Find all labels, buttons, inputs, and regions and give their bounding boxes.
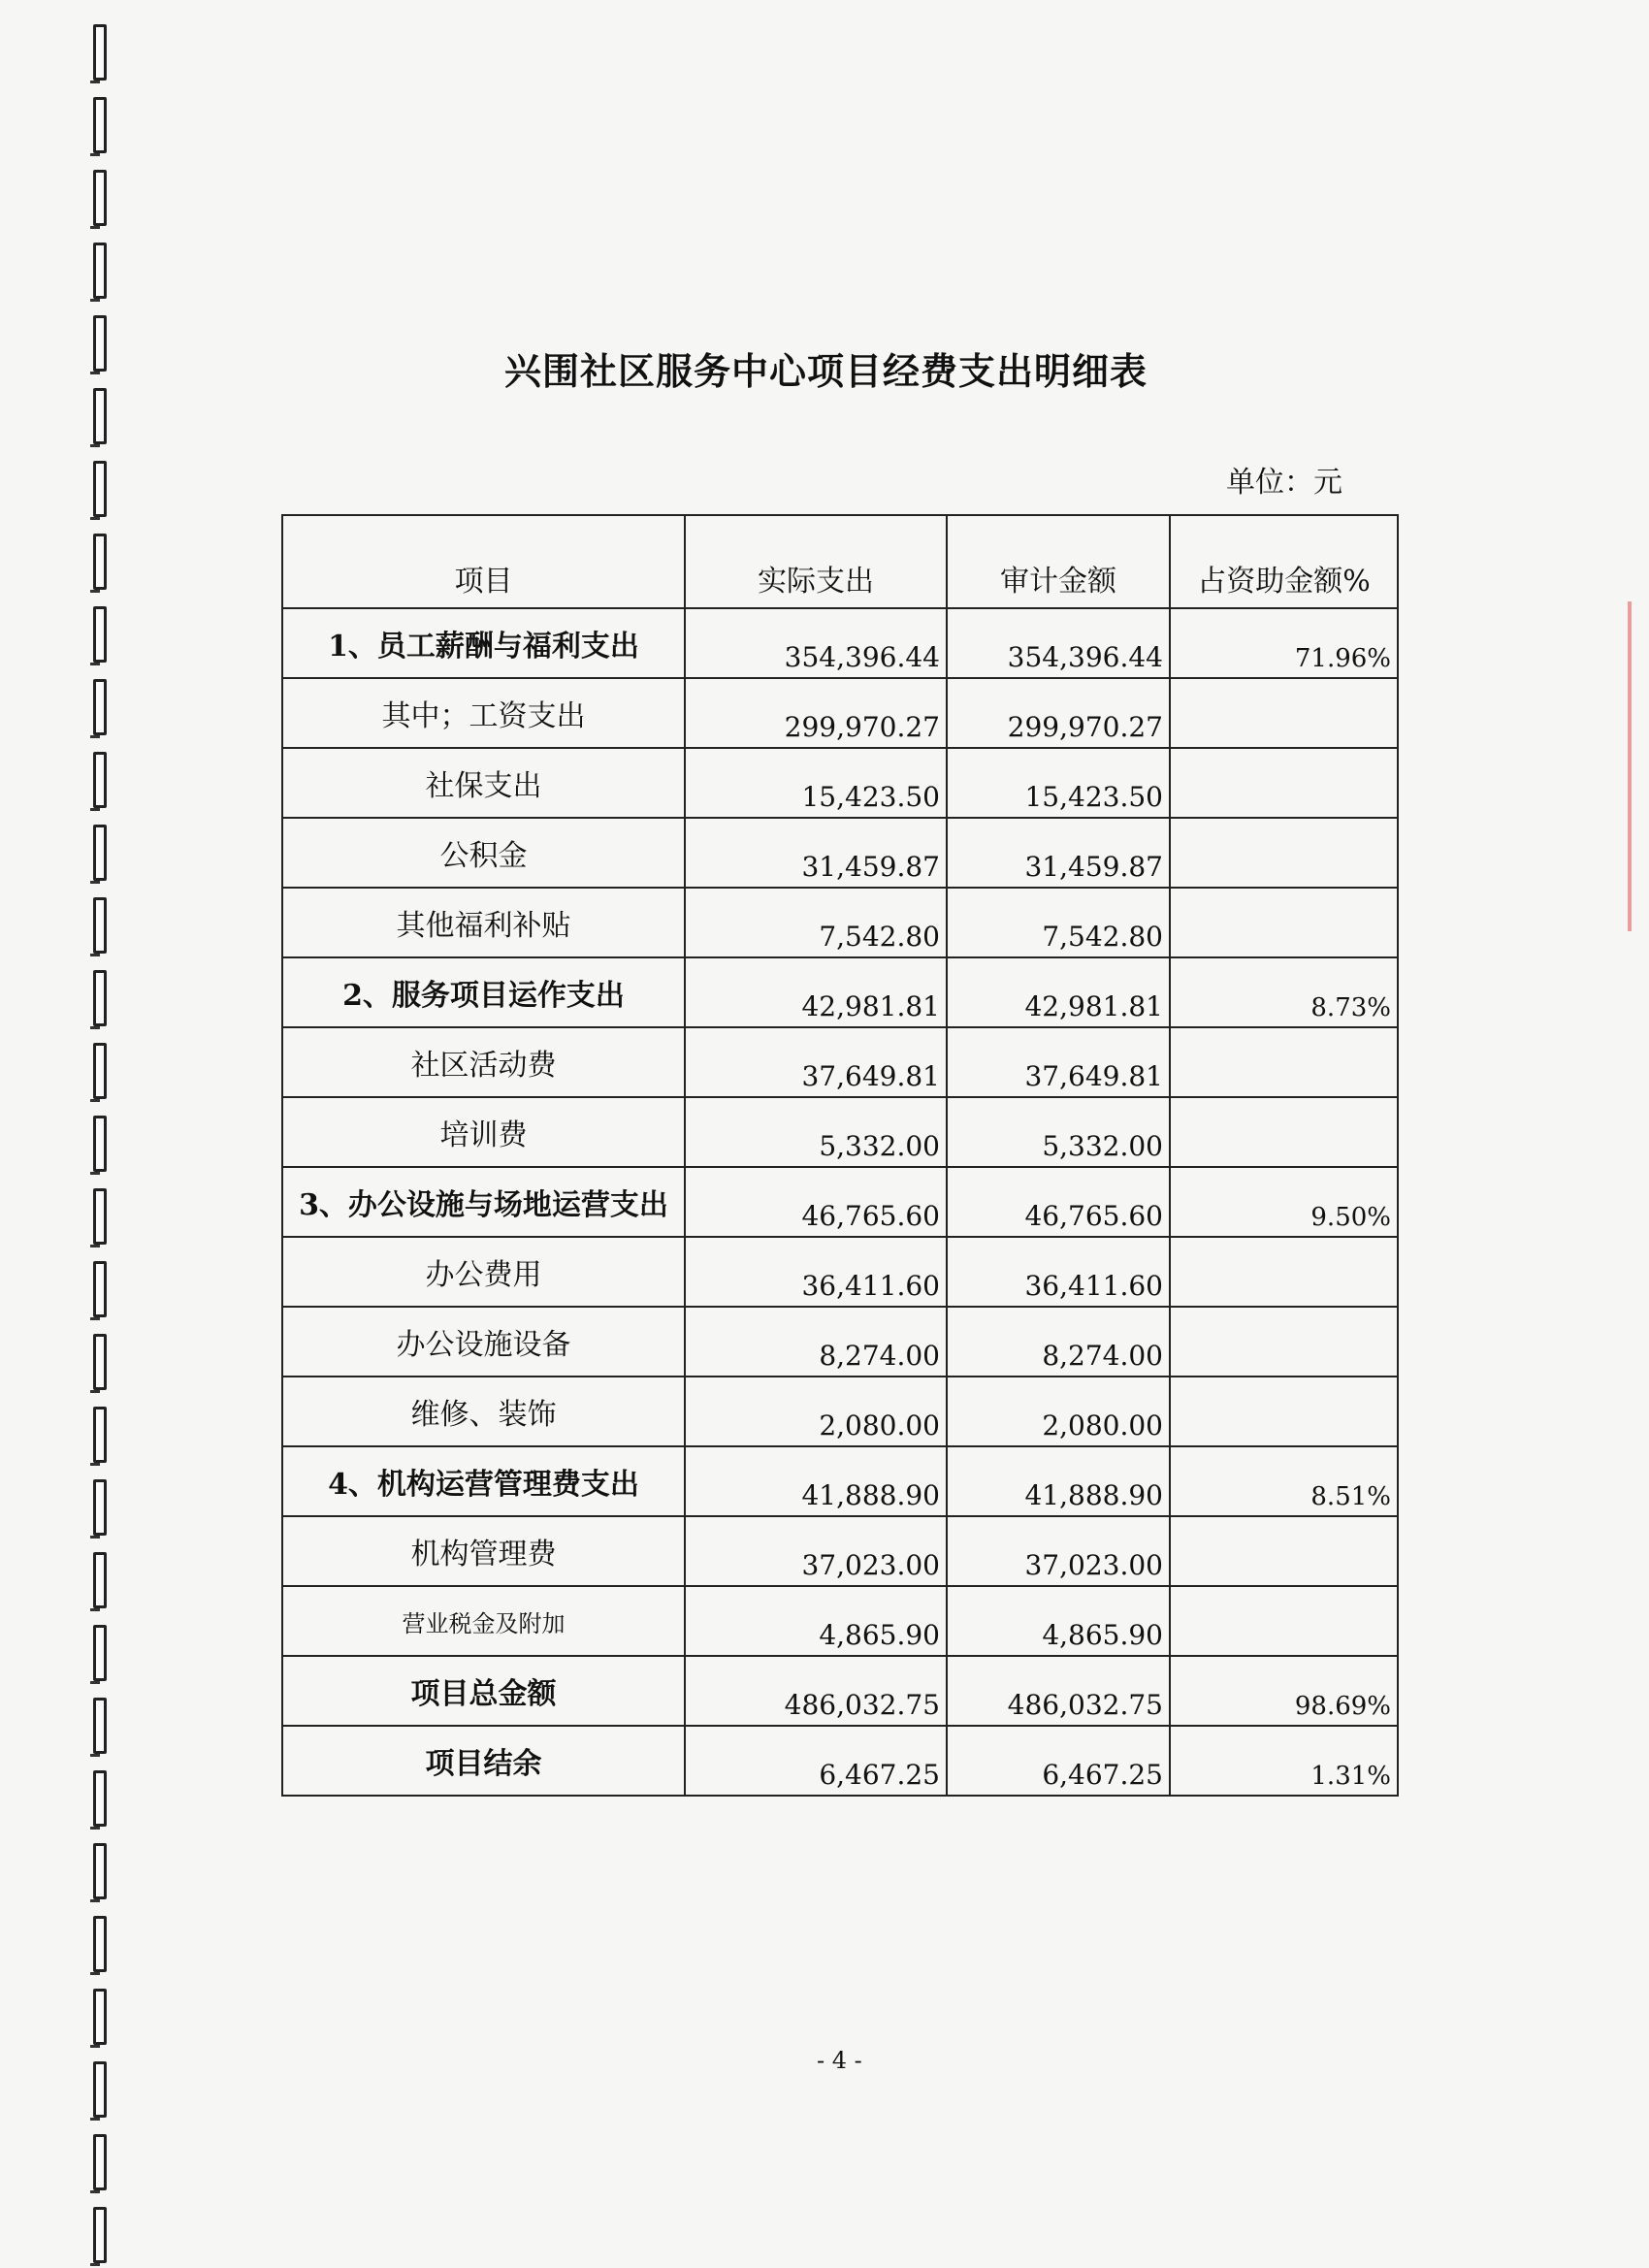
cell-item: 维修、装饰 — [282, 1377, 685, 1446]
cell-percent: 71.96% — [1170, 608, 1398, 678]
cell-actual: 37,649.81 — [685, 1027, 947, 1097]
binding-hole — [93, 970, 107, 1026]
cell-percent — [1170, 888, 1398, 957]
cell-item: 机构管理费 — [282, 1516, 685, 1586]
cell-actual: 8,274.00 — [685, 1307, 947, 1377]
cell-percent: 8.73% — [1170, 957, 1398, 1027]
binding-hole — [93, 1989, 107, 2045]
cell-item: 其他福利补贴 — [282, 888, 685, 957]
cell-audit: 37,023.00 — [947, 1516, 1170, 1586]
cell-percent — [1170, 1027, 1398, 1097]
table-header-row — [282, 515, 1398, 608]
binding-hole — [93, 1843, 107, 1899]
table-row — [282, 957, 1398, 1027]
binding-hole — [93, 825, 107, 881]
cell-item: 项目结余 — [282, 1726, 685, 1796]
binding-hole — [93, 1625, 107, 1681]
cell-audit: 42,981.81 — [947, 957, 1170, 1027]
cell-percent — [1170, 1586, 1398, 1656]
binding-hole — [93, 315, 107, 372]
cell-audit: 2,080.00 — [947, 1377, 1170, 1446]
binding-hole — [93, 1479, 107, 1536]
binding-hole — [93, 1407, 107, 1463]
page-number: - 4 - — [817, 2047, 862, 2074]
cell-item: 项目总金额 — [282, 1656, 685, 1726]
cell-item: 社区活动费 — [282, 1027, 685, 1097]
cell-audit: 31,459.87 — [947, 818, 1170, 888]
column-header-item: 项目 — [282, 515, 685, 608]
column-header-actual: 实际支出 — [685, 515, 947, 608]
binding-hole — [93, 752, 107, 808]
cell-audit: 36,411.60 — [947, 1237, 1170, 1307]
cell-audit: 7,542.80 — [947, 888, 1170, 957]
table-row — [282, 888, 1398, 957]
binding-hole — [93, 679, 107, 735]
cell-actual: 42,981.81 — [685, 957, 947, 1027]
cell-percent — [1170, 1307, 1398, 1377]
binding-hole — [93, 897, 107, 954]
cell-item: 其中；工资支出 — [282, 678, 685, 748]
cell-actual: 299,970.27 — [685, 678, 947, 748]
cell-audit: 4,865.90 — [947, 1586, 1170, 1656]
binding-hole — [93, 1261, 107, 1317]
cell-audit: 6,467.25 — [947, 1726, 1170, 1796]
cell-audit: 41,888.90 — [947, 1446, 1170, 1516]
cell-percent — [1170, 748, 1398, 818]
cell-actual: 15,423.50 — [685, 748, 947, 818]
binding-hole — [93, 1916, 107, 1972]
cell-audit: 15,423.50 — [947, 748, 1170, 818]
cell-item: 3、办公设施与场地运营支出 — [282, 1167, 685, 1237]
table-row — [282, 1446, 1398, 1516]
expense-table — [281, 514, 1399, 1797]
cell-audit: 5,332.00 — [947, 1097, 1170, 1167]
cell-actual: 41,888.90 — [685, 1446, 947, 1516]
table-row — [282, 1586, 1398, 1656]
table-row — [282, 1307, 1398, 1377]
cell-percent: 1.31% — [1170, 1726, 1398, 1796]
cell-percent — [1170, 1516, 1398, 1586]
binding-hole — [93, 1552, 107, 1608]
binding-hole — [93, 534, 107, 590]
binding-hole — [93, 606, 107, 663]
binding-hole — [93, 1770, 107, 1827]
table-row — [282, 1656, 1398, 1726]
cell-actual: 6,467.25 — [685, 1726, 947, 1796]
table-row — [282, 748, 1398, 818]
cell-actual: 37,023.00 — [685, 1516, 947, 1586]
table-row — [282, 1377, 1398, 1446]
table-row — [282, 1516, 1398, 1586]
column-header-audit: 审计金额 — [947, 515, 1170, 608]
cell-percent — [1170, 1237, 1398, 1307]
cell-actual: 31,459.87 — [685, 818, 947, 888]
binding-holes — [85, 0, 124, 2268]
cell-actual: 7,542.80 — [685, 888, 947, 957]
cell-audit: 486,032.75 — [947, 1656, 1170, 1726]
document-title: 兴围社区服务中心项目经费支出明细表 — [504, 349, 1148, 393]
cell-actual: 5,332.00 — [685, 1097, 947, 1167]
cell-audit: 8,274.00 — [947, 1307, 1170, 1377]
table-row — [282, 1167, 1398, 1237]
cell-audit: 354,396.44 — [947, 608, 1170, 678]
table-row — [282, 818, 1398, 888]
binding-hole — [93, 2134, 107, 2190]
cell-percent — [1170, 678, 1398, 748]
cell-audit: 46,765.60 — [947, 1167, 1170, 1237]
binding-hole — [93, 24, 107, 81]
binding-hole — [93, 2061, 107, 2118]
binding-hole — [93, 243, 107, 299]
binding-hole — [93, 1334, 107, 1390]
binding-hole — [93, 461, 107, 517]
cell-actual: 486,032.75 — [685, 1656, 947, 1726]
binding-hole — [93, 2207, 107, 2263]
cell-audit: 299,970.27 — [947, 678, 1170, 748]
cell-actual: 4,865.90 — [685, 1586, 947, 1656]
cell-item: 办公设施设备 — [282, 1307, 685, 1377]
cell-actual: 2,080.00 — [685, 1377, 947, 1446]
cell-item: 公积金 — [282, 818, 685, 888]
table-row — [282, 1027, 1398, 1097]
binding-hole — [93, 1698, 107, 1754]
red-stamp-edge — [1628, 601, 1649, 931]
cell-actual: 46,765.60 — [685, 1167, 947, 1237]
cell-percent — [1170, 818, 1398, 888]
binding-hole — [93, 388, 107, 444]
cell-percent — [1170, 1097, 1398, 1167]
cell-actual: 36,411.60 — [685, 1237, 947, 1307]
cell-item: 1、员工薪酬与福利支出 — [282, 608, 685, 678]
table-row — [282, 1237, 1398, 1307]
table-row — [282, 608, 1398, 678]
binding-hole — [93, 97, 107, 153]
binding-hole — [93, 1188, 107, 1245]
cell-actual: 354,396.44 — [685, 608, 947, 678]
cell-item: 培训费 — [282, 1097, 685, 1167]
cell-percent: 9.50% — [1170, 1167, 1398, 1237]
binding-hole — [93, 170, 107, 226]
binding-hole — [93, 1043, 107, 1099]
cell-percent: 8.51% — [1170, 1446, 1398, 1516]
unit-label: 单位：元 — [1226, 466, 1342, 500]
cell-item: 营业税金及附加 — [282, 1586, 685, 1656]
cell-item: 2、服务项目运作支出 — [282, 957, 685, 1027]
cell-percent: 98.69% — [1170, 1656, 1398, 1726]
cell-item: 4、机构运营管理费支出 — [282, 1446, 685, 1516]
table-row — [282, 1726, 1398, 1796]
cell-audit: 37,649.81 — [947, 1027, 1170, 1097]
table-row — [282, 1097, 1398, 1167]
cell-item: 办公费用 — [282, 1237, 685, 1307]
column-header-percent: 占资助金额% — [1170, 515, 1398, 608]
binding-hole — [93, 1116, 107, 1172]
cell-item: 社保支出 — [282, 748, 685, 818]
cell-percent — [1170, 1377, 1398, 1446]
table-row — [282, 678, 1398, 748]
expense-table-container — [281, 514, 1397, 1797]
